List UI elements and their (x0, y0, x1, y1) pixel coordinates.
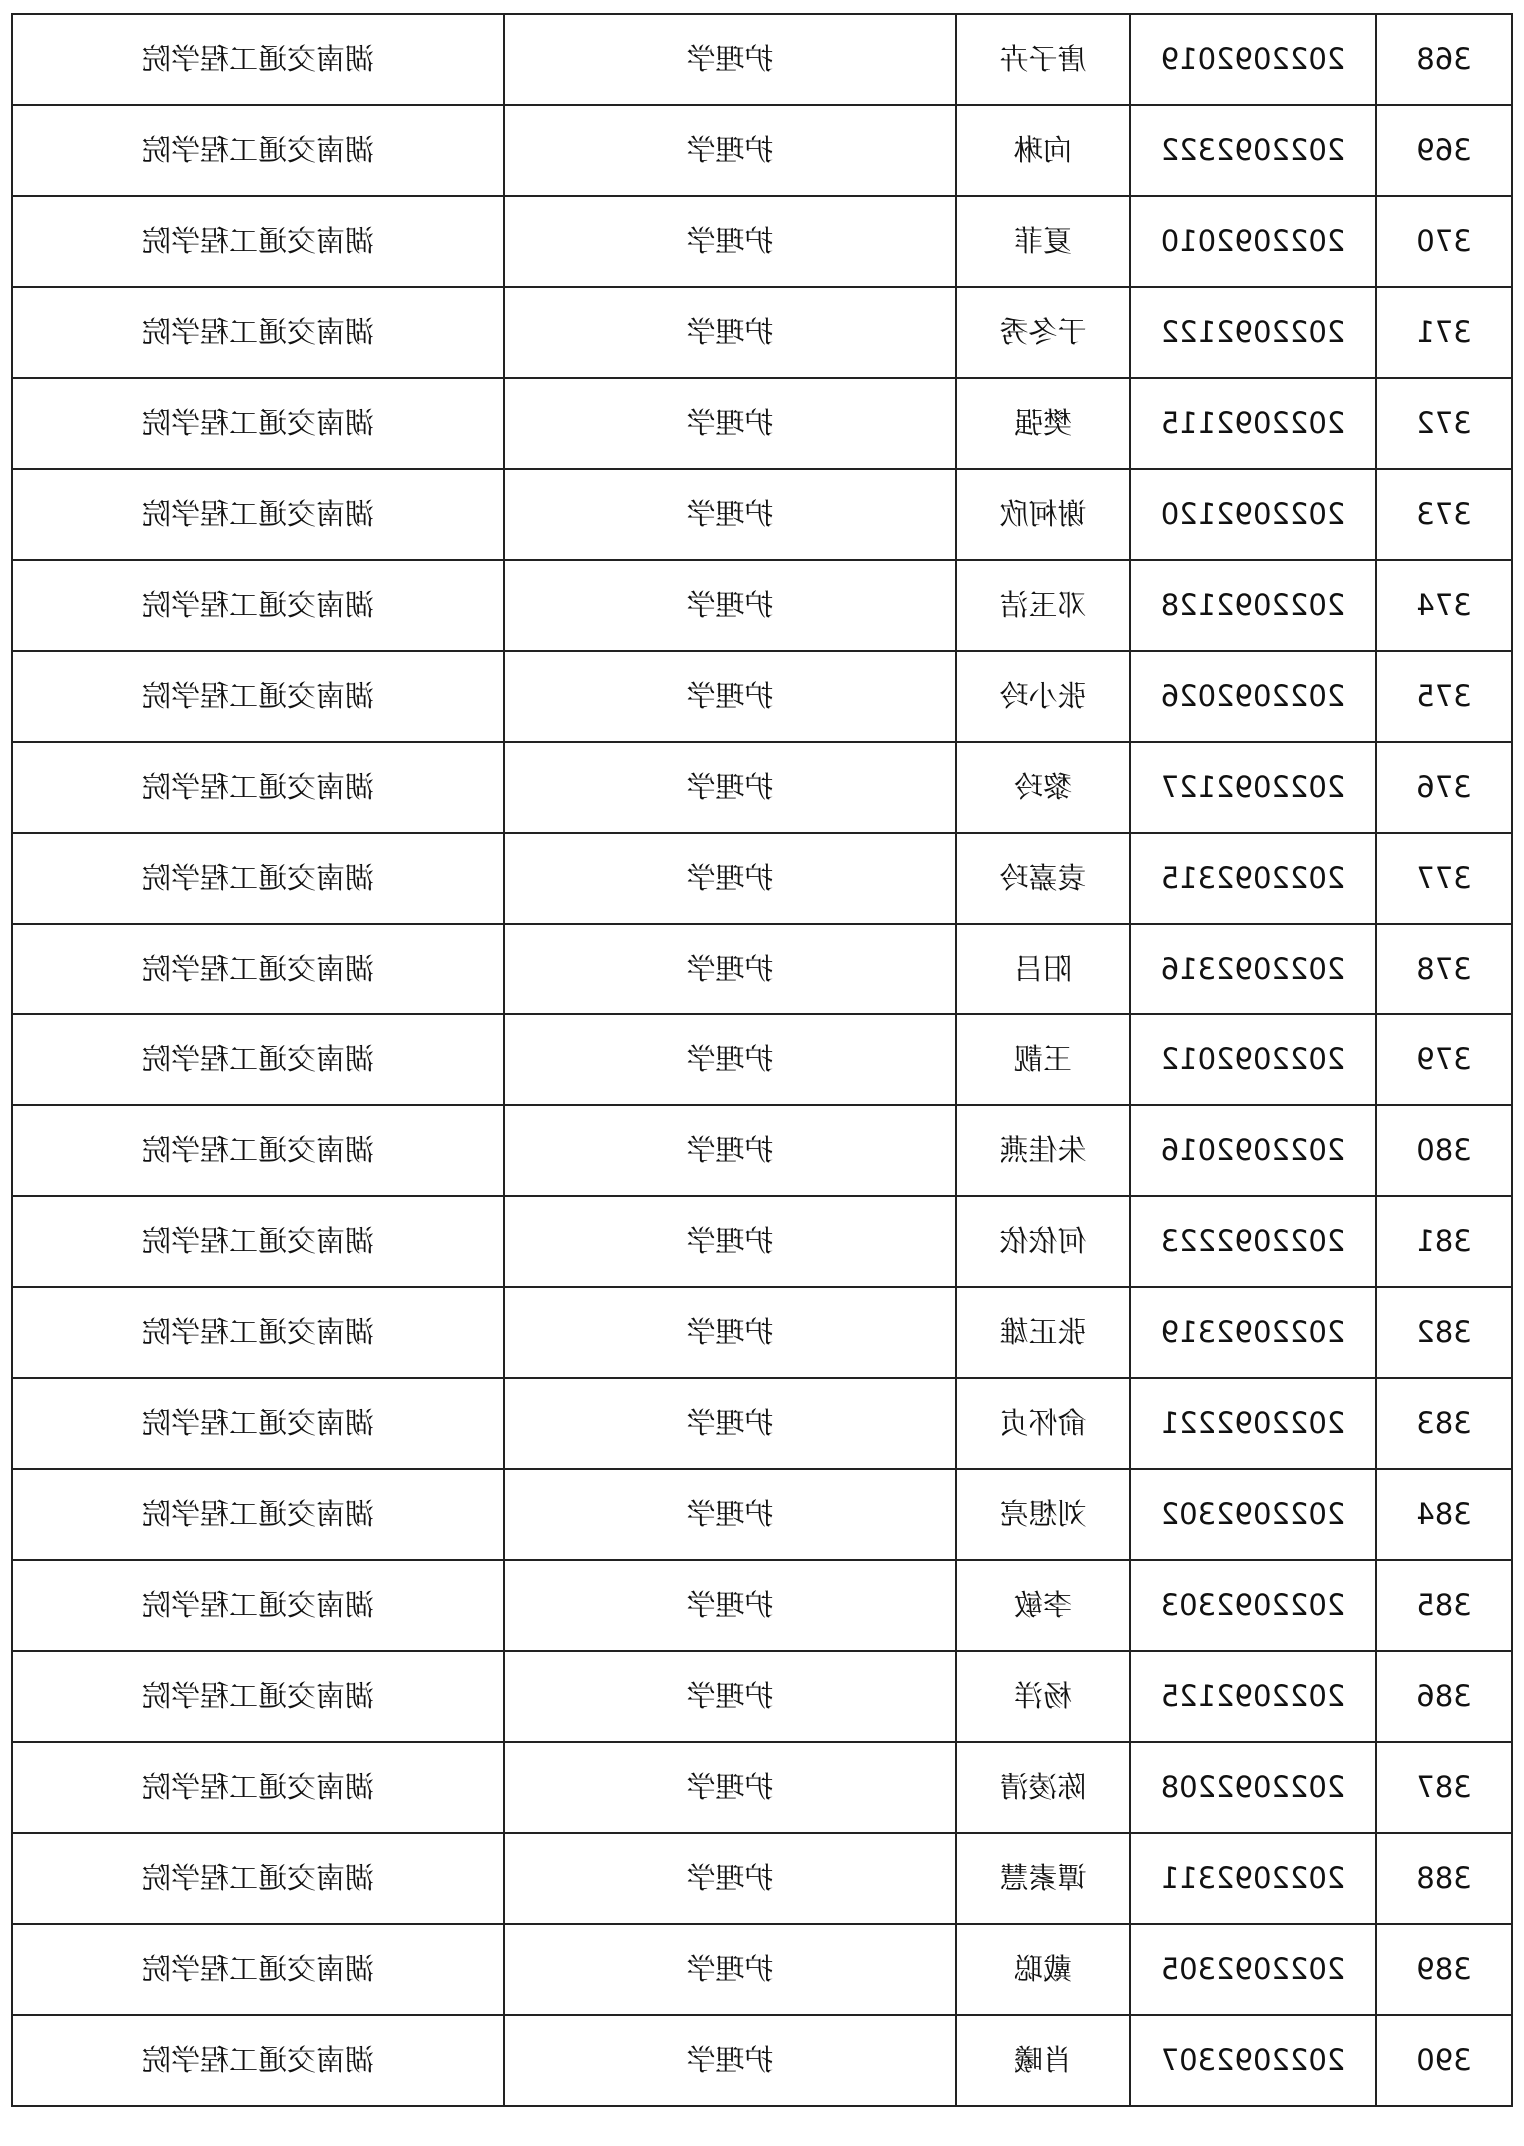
student-id: 2022092316 (1160, 951, 1346, 986)
row-number: 368 (1416, 41, 1472, 76)
major-cell (504, 1742, 956, 1833)
row-number: 372 (1416, 405, 1472, 440)
student-id-cell (1130, 924, 1376, 1015)
major-cell (504, 1924, 956, 2015)
row-number-cell (1376, 14, 1512, 105)
student-id-cell (1130, 833, 1376, 924)
row-number-cell (1376, 105, 1512, 196)
major: 护理学 (686, 769, 774, 804)
school: 湖南交通工程学院 (142, 405, 375, 440)
student-name-cell (956, 2015, 1130, 2106)
row-number: 388 (1416, 1861, 1472, 1896)
student-name-cell (956, 1560, 1130, 1651)
row-number: 378 (1416, 951, 1472, 986)
school-cell (12, 1287, 504, 1378)
school: 湖南交通工程学院 (142, 1224, 375, 1259)
major: 护理学 (686, 1133, 774, 1168)
school: 湖南交通工程学院 (142, 1951, 375, 1986)
major-cell (504, 1014, 956, 1105)
school-cell (12, 2015, 504, 2106)
student-name-cell (956, 742, 1130, 833)
major-cell (504, 1287, 956, 1378)
student-name: 杨洋 (1014, 1679, 1073, 1714)
student-id-cell (1130, 1196, 1376, 1287)
row-number: 374 (1416, 587, 1472, 622)
student-id: 2022092012 (1160, 1042, 1346, 1077)
school: 湖南交通工程学院 (142, 223, 375, 258)
school: 湖南交通工程学院 (142, 587, 375, 622)
student-id: 2022092010 (1160, 223, 1346, 258)
student-id-cell (1130, 469, 1376, 560)
table-row (12, 1469, 1512, 1560)
row-number-cell (1376, 1378, 1512, 1469)
student-name: 李敏 (1014, 1588, 1073, 1623)
major: 护理学 (686, 223, 774, 258)
student-id: 2022092128 (1160, 587, 1346, 622)
student-name: 王靓 (1014, 1042, 1073, 1077)
major: 护理学 (686, 132, 774, 167)
major: 护理学 (686, 1042, 774, 1077)
major: 护理学 (686, 1588, 774, 1623)
row-number-cell (1376, 469, 1512, 560)
student-name-cell (956, 1287, 1130, 1378)
row-number: 373 (1416, 496, 1472, 531)
student-name-cell (956, 1105, 1130, 1196)
student-id: 2022092322 (1160, 132, 1346, 167)
table-row (12, 1742, 1512, 1833)
row-number: 390 (1416, 2042, 1472, 2077)
row-number: 381 (1416, 1224, 1472, 1259)
student-name: 张小玲 (999, 678, 1087, 713)
student-name: 袁嘉玲 (999, 860, 1087, 895)
row-number-cell (1376, 1014, 1512, 1105)
school: 湖南交通工程学院 (142, 314, 375, 349)
student-id: 2022092305 (1160, 1951, 1346, 1986)
student-id: 2022092019 (1160, 41, 1346, 76)
student-id-cell (1130, 14, 1376, 105)
student-id: 2022092120 (1160, 496, 1346, 531)
school: 湖南交通工程学院 (142, 1497, 375, 1532)
table-row (12, 1287, 1512, 1378)
major: 护理学 (686, 405, 774, 440)
major: 护理学 (686, 41, 774, 76)
school-cell (12, 287, 504, 378)
row-number: 382 (1416, 1315, 1472, 1350)
school-cell (12, 924, 504, 1015)
student-name: 邓玉洁 (999, 587, 1087, 622)
school: 湖南交通工程学院 (142, 1588, 375, 1623)
school: 湖南交通工程学院 (142, 951, 375, 986)
row-number-cell (1376, 924, 1512, 1015)
row-number-cell (1376, 1105, 1512, 1196)
student-id: 2022092127 (1160, 769, 1346, 804)
school: 湖南交通工程学院 (142, 132, 375, 167)
student-name: 黎玲 (1014, 769, 1073, 804)
school: 湖南交通工程学院 (142, 769, 375, 804)
row-number-cell (1376, 196, 1512, 287)
major: 护理学 (686, 1951, 774, 1986)
student-id: 2022092302 (1160, 1497, 1346, 1532)
student-id: 2022092125 (1160, 1679, 1346, 1714)
major-cell (504, 1560, 956, 1651)
school: 湖南交通工程学院 (142, 1315, 375, 1350)
major-cell (504, 924, 956, 1015)
major-cell (504, 105, 956, 196)
student-id-cell (1130, 1833, 1376, 1924)
student-name-cell (956, 1378, 1130, 1469)
student-id: 2022092315 (1160, 860, 1346, 895)
table-row (12, 1196, 1512, 1287)
table-row (12, 1378, 1512, 1469)
row-number: 387 (1416, 1770, 1472, 1805)
student-id: 2022092208 (1160, 1770, 1346, 1805)
table-row (12, 287, 1512, 378)
row-number-cell (1376, 378, 1512, 469)
student-name-cell (956, 1924, 1130, 2015)
major: 护理学 (686, 1497, 774, 1532)
major-cell (504, 651, 956, 742)
student-name-cell (956, 560, 1130, 651)
school-cell (12, 742, 504, 833)
student-id-cell (1130, 287, 1376, 378)
row-number-cell (1376, 1560, 1512, 1651)
student-name-cell (956, 14, 1130, 105)
major-cell (504, 742, 956, 833)
student-id: 2022092307 (1160, 2042, 1346, 2077)
school: 湖南交通工程学院 (142, 678, 375, 713)
table-row (12, 1651, 1512, 1742)
row-number: 386 (1416, 1679, 1472, 1714)
student-name-cell (956, 833, 1130, 924)
row-number-cell (1376, 833, 1512, 924)
row-number-cell (1376, 651, 1512, 742)
row-number: 375 (1416, 678, 1472, 713)
row-number: 371 (1416, 314, 1472, 349)
student-name-cell (956, 1742, 1130, 1833)
table-row (12, 1924, 1512, 2015)
school-cell (12, 833, 504, 924)
school-cell (12, 1560, 504, 1651)
table-row (12, 1014, 1512, 1105)
student-id-cell (1130, 1924, 1376, 2015)
table-row (12, 105, 1512, 196)
major-cell (504, 1651, 956, 1742)
major-cell (504, 560, 956, 651)
student-name: 谭素慧 (999, 1861, 1087, 1896)
student-id-cell (1130, 2015, 1376, 2106)
major: 护理学 (686, 1770, 774, 1805)
table-row (12, 651, 1512, 742)
student-id-cell (1130, 1469, 1376, 1560)
student-name: 阳吕 (1014, 951, 1073, 986)
school: 湖南交通工程学院 (142, 2042, 375, 2077)
row-number-cell (1376, 2015, 1512, 2106)
row-number: 385 (1416, 1588, 1472, 1623)
major-cell (504, 1105, 956, 1196)
row-number: 369 (1416, 132, 1472, 167)
row-number: 380 (1416, 1133, 1472, 1168)
major-cell (504, 1378, 956, 1469)
student-name-cell (956, 1469, 1130, 1560)
school-cell (12, 1651, 504, 1742)
major-cell (504, 378, 956, 469)
student-name-cell (956, 1651, 1130, 1742)
student-id-cell (1130, 196, 1376, 287)
table-row (12, 833, 1512, 924)
school: 湖南交通工程学院 (142, 41, 375, 76)
major: 护理学 (686, 1224, 774, 1259)
student-id: 2022092115 (1160, 405, 1346, 440)
major: 护理学 (686, 1679, 774, 1714)
student-id-cell (1130, 1651, 1376, 1742)
major-cell (504, 14, 956, 105)
student-id: 2022092223 (1160, 1224, 1346, 1259)
row-number-cell (1376, 1833, 1512, 1924)
major: 护理学 (686, 860, 774, 895)
major-cell (504, 1469, 956, 1560)
table-row (12, 924, 1512, 1015)
table-row (12, 1833, 1512, 1924)
row-number-cell (1376, 1651, 1512, 1742)
student-name-cell (956, 196, 1130, 287)
student-name: 戴聪 (1014, 1951, 1073, 1986)
school-cell (12, 1014, 504, 1105)
student-name-cell (956, 105, 1130, 196)
table-row (12, 378, 1512, 469)
row-number: 389 (1416, 1951, 1472, 1986)
student-name: 刘想亮 (999, 1497, 1087, 1532)
major-cell (504, 833, 956, 924)
student-name: 朱佳燕 (999, 1133, 1087, 1168)
student-name: 肖曦 (1014, 2042, 1073, 2077)
school-cell (12, 1378, 504, 1469)
major: 护理学 (686, 1861, 774, 1896)
row-number-cell (1376, 287, 1512, 378)
student-name-cell (956, 287, 1130, 378)
school-cell (12, 1833, 504, 1924)
student-name-cell (956, 1196, 1130, 1287)
student-name: 夏菲 (1014, 223, 1073, 258)
row-number-cell (1376, 560, 1512, 651)
student-id-cell (1130, 651, 1376, 742)
student-name-cell (956, 651, 1130, 742)
table-row (12, 1105, 1512, 1196)
student-name: 俞怀贞 (999, 1406, 1087, 1441)
school-cell (12, 469, 504, 560)
student-name-cell (956, 378, 1130, 469)
student-name: 唐子卉 (999, 41, 1087, 76)
student-name: 向琳 (1014, 132, 1073, 167)
major: 护理学 (686, 1406, 774, 1441)
major: 护理学 (686, 2042, 774, 2077)
school-cell (12, 560, 504, 651)
school: 湖南交通工程学院 (142, 1042, 375, 1077)
school: 湖南交通工程学院 (142, 1133, 375, 1168)
school-cell (12, 651, 504, 742)
row-number: 383 (1416, 1406, 1472, 1441)
row-number-cell (1376, 742, 1512, 833)
student-id: 2022092319 (1160, 1315, 1346, 1350)
student-id-cell (1130, 105, 1376, 196)
student-id: 2022092016 (1160, 1133, 1346, 1168)
row-number: 384 (1416, 1497, 1472, 1532)
student-name-cell (956, 469, 1130, 560)
major-cell (504, 2015, 956, 2106)
major: 护理学 (686, 496, 774, 531)
major: 护理学 (686, 678, 774, 713)
school: 湖南交通工程学院 (142, 1861, 375, 1896)
student-name-cell (956, 1014, 1130, 1105)
student-id: 2022092026 (1160, 678, 1346, 713)
table-row (12, 196, 1512, 287)
student-id: 2022092122 (1160, 314, 1346, 349)
student-id-cell (1130, 1378, 1376, 1469)
row-number: 370 (1416, 223, 1472, 258)
major: 护理学 (686, 951, 774, 986)
school: 湖南交通工程学院 (142, 860, 375, 895)
row-number: 379 (1416, 1042, 1472, 1077)
row-number-cell (1376, 1469, 1512, 1560)
student-id-cell (1130, 1742, 1376, 1833)
student-id-cell (1130, 1105, 1376, 1196)
major-cell (504, 196, 956, 287)
student-id-cell (1130, 1560, 1376, 1651)
table-row (12, 560, 1512, 651)
row-number-cell (1376, 1287, 1512, 1378)
major-cell (504, 1833, 956, 1924)
major-cell (504, 469, 956, 560)
student-id-cell (1130, 1014, 1376, 1105)
major: 护理学 (686, 314, 774, 349)
table-row (12, 2015, 1512, 2106)
student-id: 2022092303 (1160, 1588, 1346, 1623)
school: 湖南交通工程学院 (142, 1406, 375, 1441)
student-name: 于冬秀 (999, 314, 1087, 349)
student-id: 2022092311 (1160, 1861, 1346, 1896)
student-name: 陈凌清 (999, 1770, 1087, 1805)
table-row (12, 742, 1512, 833)
roster-body (12, 14, 1512, 2106)
student-name-cell (956, 1833, 1130, 1924)
student-name: 张正雄 (999, 1315, 1087, 1350)
major: 护理学 (686, 587, 774, 622)
school: 湖南交通工程学院 (142, 496, 375, 531)
row-number: 377 (1416, 860, 1472, 895)
student-roster-table (11, 13, 1513, 2107)
school-cell (12, 1196, 504, 1287)
school-cell (12, 1742, 504, 1833)
student-id-cell (1130, 1287, 1376, 1378)
row-number-cell (1376, 1742, 1512, 1833)
school-cell (12, 14, 504, 105)
table-row (12, 469, 1512, 560)
row-number: 376 (1416, 769, 1472, 804)
student-name: 樊强 (1014, 405, 1073, 440)
student-name: 何依依 (999, 1224, 1087, 1259)
school-cell (12, 105, 504, 196)
major-cell (504, 1196, 956, 1287)
school-cell (12, 1105, 504, 1196)
student-id: 2022092221 (1160, 1406, 1346, 1441)
major: 护理学 (686, 1315, 774, 1350)
school-cell (12, 1469, 504, 1560)
major-cell (504, 287, 956, 378)
table-row (12, 14, 1512, 105)
student-name-cell (956, 924, 1130, 1015)
row-number-cell (1376, 1924, 1512, 2015)
row-number-cell (1376, 1196, 1512, 1287)
school-cell (12, 1924, 504, 2015)
student-id-cell (1130, 560, 1376, 651)
school-cell (12, 196, 504, 287)
school-cell (12, 378, 504, 469)
student-id-cell (1130, 742, 1376, 833)
student-name: 谢柯欣 (999, 496, 1087, 531)
school: 湖南交通工程学院 (142, 1679, 375, 1714)
table-row (12, 1560, 1512, 1651)
student-id-cell (1130, 378, 1376, 469)
school: 湖南交通工程学院 (142, 1770, 375, 1805)
